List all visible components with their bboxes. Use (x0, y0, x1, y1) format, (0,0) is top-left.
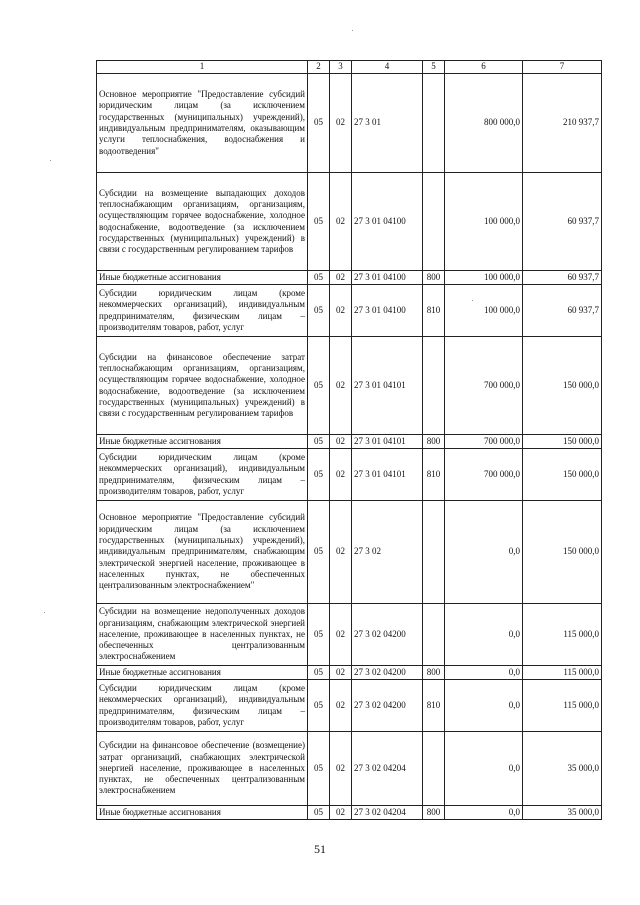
amount-col6: 0,0 (445, 604, 523, 666)
row-name: Иные бюджетные ассигнования (97, 271, 308, 285)
row-name: Иные бюджетные ассигнования (97, 666, 308, 680)
amount-col7: 35 000,0 (523, 806, 602, 820)
subsection-code: 02 (330, 435, 352, 449)
column-header: 4 (352, 61, 423, 74)
subsection-code: 02 (330, 337, 352, 435)
row-name: Субсидии на финансовое обеспечение затрат теплоснабжающим организациям, организациям, осуществляющим горячее водоснабжение, холодное водоснабжение, водоотведение (за исключением государственных (муниципальных) учреждений) в связи с государственным регулированием тарифов (97, 337, 308, 435)
amount-col7: 150 000,0 (523, 435, 602, 449)
target-article-code: 27 3 02 04204 (352, 732, 423, 806)
expense-type-code: 810 (423, 680, 445, 732)
amount-col7: 115 000,0 (523, 666, 602, 680)
table-row (97, 604, 602, 666)
target-article-code: 27 3 02 04200 (352, 680, 423, 732)
page-number: 51 (314, 842, 326, 856)
expense-type-code (423, 337, 445, 435)
table-row (97, 271, 602, 285)
amount-col7: 115 000,0 (523, 604, 602, 666)
expense-type-code: 800 (423, 666, 445, 680)
amount-col7: 60 937,7 (523, 271, 602, 285)
section-code: 05 (308, 666, 330, 680)
row-name: Основное мероприятие "Предоставление субсидий юридическим лицам (за исключением государственных (муниципальных) учреждений), индивидуальным предпринимателям, снабжающим электрической энергией население, проживающее в населенных пунктах, не обеспеченных централизованным электроснабжением" (97, 501, 308, 604)
table-row (97, 173, 602, 271)
table-row (97, 666, 602, 680)
row-name: Иные бюджетные ассигнования (97, 435, 308, 449)
expense-type-code (423, 501, 445, 604)
table-row (97, 337, 602, 435)
table-row (97, 732, 602, 806)
target-article-code: 27 3 01 04100 (352, 173, 423, 271)
expense-type-code: 800 (423, 806, 445, 820)
expense-type-code: 800 (423, 435, 445, 449)
subsection-code: 02 (330, 732, 352, 806)
subsection-code: 02 (330, 806, 352, 820)
row-name: Иные бюджетные ассигнования (97, 806, 308, 820)
section-code: 05 (308, 806, 330, 820)
column-header: 2 (308, 61, 330, 74)
scan-speck (472, 300, 473, 301)
amount-col7: 115 000,0 (523, 680, 602, 732)
expense-type-code: 800 (423, 271, 445, 285)
scan-speck (44, 612, 45, 613)
expense-type-code: 810 (423, 449, 445, 501)
target-article-code: 27 3 02 04200 (352, 666, 423, 680)
subsection-code: 02 (330, 271, 352, 285)
row-name: Субсидии на возмещение недополученных доходов организациям, снабжающим электрической энергией население, проживающее в населенных пунктах, не обеспеченных централизованным электроснабжением (97, 604, 308, 666)
row-name: Основное мероприятие "Предоставление субсидий юридическим лицам (за исключением государственных (муниципальных) учреждений), индивидуальным предпринимателям, оказывающим услуги теплоснабжения, водоснабжения и водоотведения" (97, 74, 308, 173)
row-name: Субсидии на возмещение выпадающих доходов теплоснабжающим организациям, организациям, осуществляющим горячее водоснабжение, холодное водоснабжение, водоотведение (за исключением государственных (муниципальных) учреждений) в связи с государственным регулированием тарифов (97, 173, 308, 271)
row-name: Субсидии на финансовое обеспечение (возмещение) затрат организаций, снабжающих электрической энергией население, проживающее в населенных пунктах, не обеспеченных централизованным электроснабжением (97, 732, 308, 806)
amount-col7: 210 937,7 (523, 74, 602, 173)
subsection-code: 02 (330, 285, 352, 337)
expense-type-code (423, 74, 445, 173)
section-code: 05 (308, 604, 330, 666)
section-code: 05 (308, 501, 330, 604)
subsection-code: 02 (330, 666, 352, 680)
target-article-code: 27 3 02 04204 (352, 806, 423, 820)
scan-speck (50, 160, 51, 161)
column-header: 1 (97, 61, 308, 74)
section-code: 05 (308, 173, 330, 271)
section-code: 05 (308, 271, 330, 285)
target-article-code: 27 3 01 04101 (352, 337, 423, 435)
column-header: 3 (330, 61, 352, 74)
subsection-code: 02 (330, 604, 352, 666)
section-code: 05 (308, 680, 330, 732)
target-article-code: 27 3 01 (352, 74, 423, 173)
amount-col7: 35 000,0 (523, 732, 602, 806)
amount-col6: 0,0 (445, 680, 523, 732)
amount-col6: 800 000,0 (445, 74, 523, 173)
row-name: Субсидии юридическим лицам (кроме некоммерческих организаций), индивидуальным предпринимателям, физическим лицам – производителям товаров, работ, услуг (97, 449, 308, 501)
amount-col6: 0,0 (445, 732, 523, 806)
target-article-code: 27 3 01 04100 (352, 285, 423, 337)
subsection-code: 02 (330, 74, 352, 173)
table-row (97, 501, 602, 604)
row-name: Субсидии юридическим лицам (кроме некоммерческих организаций), индивидуальным предпринимателям, физическим лицам – производителям товаров, работ, услуг (97, 680, 308, 732)
expense-type-code (423, 732, 445, 806)
amount-col6: 700 000,0 (445, 337, 523, 435)
target-article-code: 27 3 02 04200 (352, 604, 423, 666)
amount-col6: 100 000,0 (445, 285, 523, 337)
table-row (97, 74, 602, 173)
column-header: 6 (445, 61, 523, 74)
section-code: 05 (308, 732, 330, 806)
table-row (97, 435, 602, 449)
amount-col7: 60 937,7 (523, 285, 602, 337)
table-row (97, 449, 602, 501)
amount-col6: 0,0 (445, 501, 523, 604)
column-header: 7 (523, 61, 602, 74)
amount-col7: 150 000,0 (523, 449, 602, 501)
row-name: Субсидии юридическим лицам (кроме некоммерческих организаций), индивидуальным предпринимателям, физическим лицам – производителям товаров, работ, услуг (97, 285, 308, 337)
section-code: 05 (308, 449, 330, 501)
amount-col6: 100 000,0 (445, 173, 523, 271)
table-row (97, 806, 602, 820)
amount-col6: 700 000,0 (445, 435, 523, 449)
amount-col6: 100 000,0 (445, 271, 523, 285)
target-article-code: 27 3 01 04101 (352, 449, 423, 501)
section-code: 05 (308, 337, 330, 435)
subsection-code: 02 (330, 680, 352, 732)
section-code: 05 (308, 435, 330, 449)
target-article-code: 27 3 01 04100 (352, 271, 423, 285)
scan-speck (352, 30, 353, 31)
subsection-code: 02 (330, 501, 352, 604)
section-code: 05 (308, 74, 330, 173)
subsection-code: 02 (330, 173, 352, 271)
table-row (97, 285, 602, 337)
amount-col6: 700 000,0 (445, 449, 523, 501)
amount-col7: 150 000,0 (523, 501, 602, 604)
expense-type-code (423, 604, 445, 666)
header-row (97, 61, 602, 74)
amount-col6: 0,0 (445, 666, 523, 680)
budget-table (96, 60, 602, 820)
table-row (97, 680, 602, 732)
target-article-code: 27 3 01 04101 (352, 435, 423, 449)
amount-col6: 0,0 (445, 806, 523, 820)
subsection-code: 02 (330, 449, 352, 501)
column-header: 5 (423, 61, 445, 74)
amount-col7: 60 937,7 (523, 173, 602, 271)
expense-type-code (423, 173, 445, 271)
expense-type-code: 810 (423, 285, 445, 337)
target-article-code: 27 3 02 (352, 501, 423, 604)
section-code: 05 (308, 285, 330, 337)
amount-col7: 150 000,0 (523, 337, 602, 435)
